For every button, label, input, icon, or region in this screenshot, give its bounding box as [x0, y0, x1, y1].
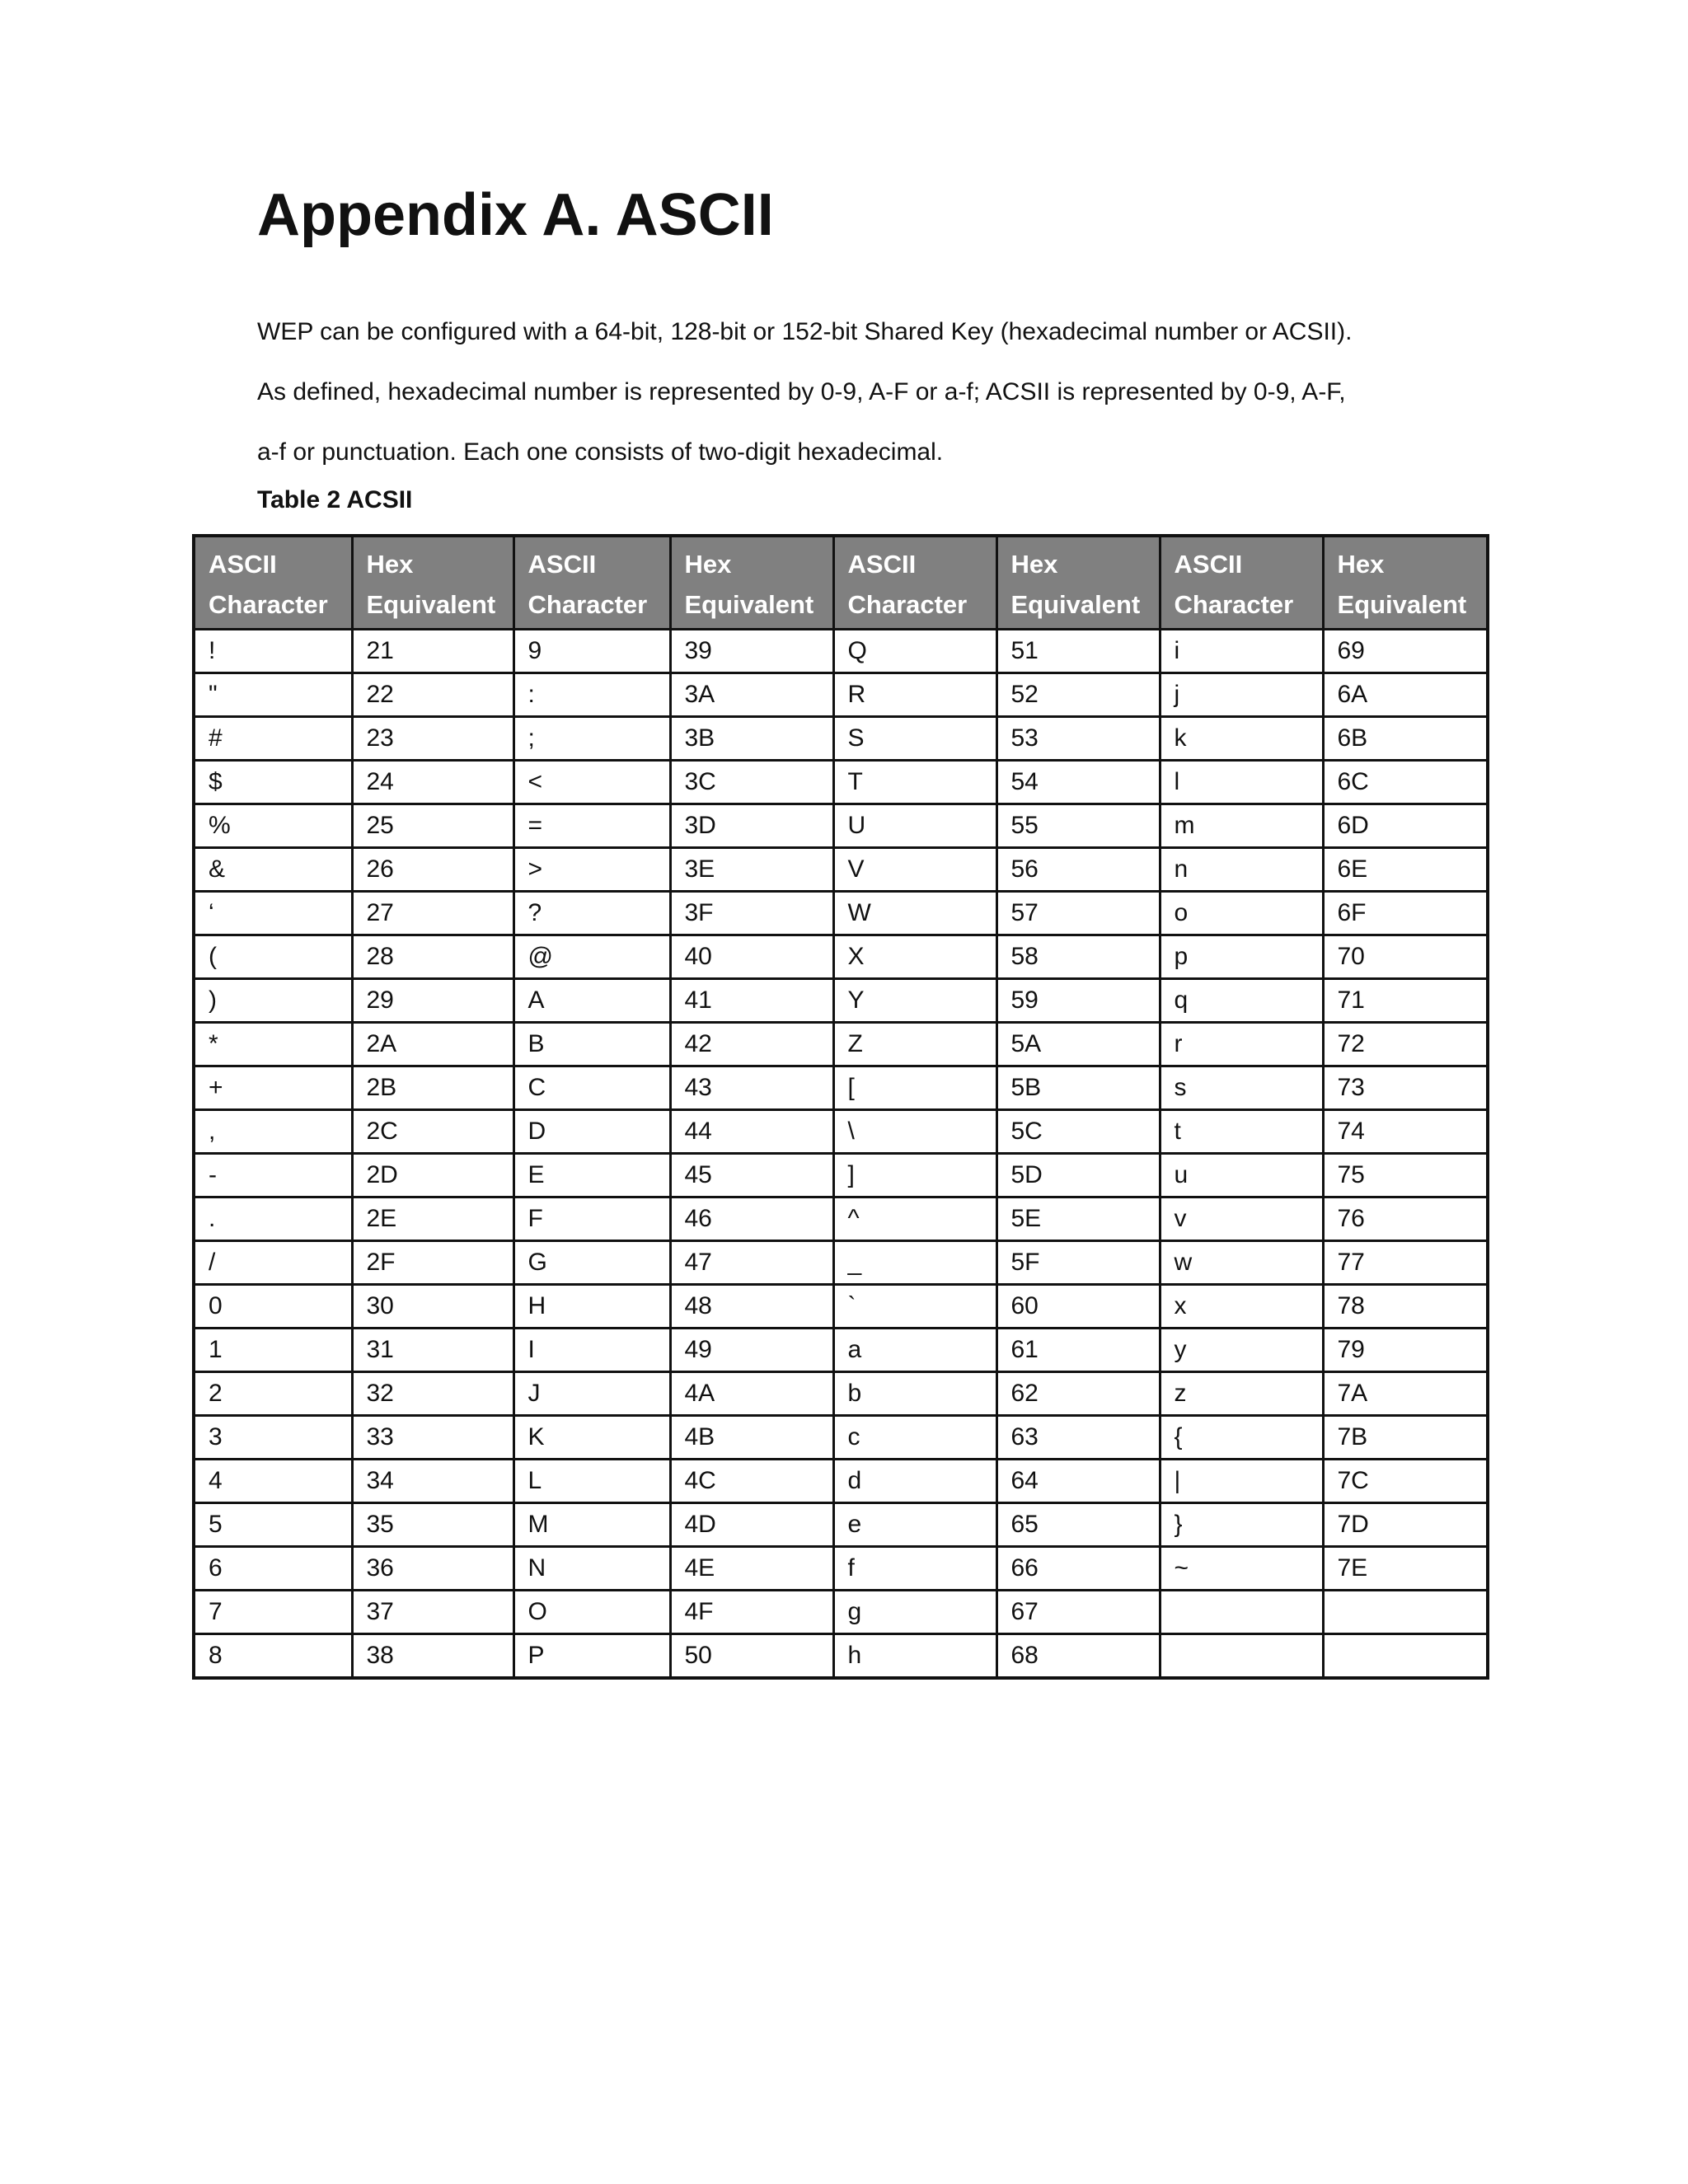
hex-equivalent-cell: 6C — [1323, 761, 1488, 804]
ascii-character-cell: * — [194, 1023, 352, 1066]
hex-equivalent-cell: 24 — [352, 761, 513, 804]
ascii-character-cell: i — [1160, 630, 1323, 673]
ascii-character-cell: < — [513, 761, 670, 804]
hex-equivalent-cell: 64 — [996, 1460, 1160, 1503]
ascii-character-cell: + — [194, 1066, 352, 1110]
hex-equivalent-cell: 2A — [352, 1023, 513, 1066]
ascii-character-cell: T — [833, 761, 996, 804]
ascii-character-cell: k — [1160, 717, 1323, 761]
ascii-character-cell: t — [1160, 1110, 1323, 1154]
hex-equivalent-cell: 68 — [996, 1634, 1160, 1678]
table-header-row — [194, 536, 1488, 630]
intro-paragraph — [257, 302, 1493, 482]
hex-equivalent-cell: 31 — [352, 1329, 513, 1372]
ascii-character-cell: g — [833, 1591, 996, 1634]
column-header-line: Character — [847, 590, 968, 619]
hex-equivalent-cell: 45 — [670, 1154, 833, 1197]
hex-equivalent-cell: 35 — [352, 1503, 513, 1547]
table-row — [194, 673, 1488, 717]
ascii-character-cell: 6 — [194, 1547, 352, 1591]
table-row — [194, 1329, 1488, 1372]
hex-equivalent-cell: 72 — [1323, 1023, 1488, 1066]
hex-equivalent-cell: 2E — [352, 1197, 513, 1241]
ascii-character-cell: z — [1160, 1372, 1323, 1416]
table-row — [194, 1547, 1488, 1591]
column-header-hex-equivalent — [1323, 536, 1488, 630]
ascii-character-cell: d — [833, 1460, 996, 1503]
ascii-character-cell: - — [194, 1154, 352, 1197]
column-header-line: Character — [528, 590, 648, 619]
ascii-character-cell: f — [833, 1547, 996, 1591]
hex-equivalent-cell: 7B — [1323, 1416, 1488, 1460]
ascii-character-cell: w — [1160, 1241, 1323, 1285]
table-row — [194, 1110, 1488, 1154]
hex-equivalent-cell: 26 — [352, 848, 513, 892]
hex-equivalent-cell: 75 — [1323, 1154, 1488, 1197]
ascii-character-cell: j — [1160, 673, 1323, 717]
ascii-character-cell — [1160, 1591, 1323, 1634]
hex-equivalent-cell: 7C — [1323, 1460, 1488, 1503]
ascii-character-cell: r — [1160, 1023, 1323, 1066]
hex-equivalent-cell: 34 — [352, 1460, 513, 1503]
hex-equivalent-cell: 57 — [996, 892, 1160, 935]
hex-equivalent-cell: 25 — [352, 804, 513, 848]
ascii-character-cell: R — [833, 673, 996, 717]
ascii-character-cell: L — [513, 1460, 670, 1503]
hex-equivalent-cell: 2F — [352, 1241, 513, 1285]
ascii-character-cell: % — [194, 804, 352, 848]
ascii-character-cell: O — [513, 1591, 670, 1634]
page-title: Appendix A. ASCII — [257, 182, 774, 248]
hex-equivalent-cell — [1323, 1634, 1488, 1678]
ascii-character-cell: C — [513, 1066, 670, 1110]
table-row — [194, 1023, 1488, 1066]
hex-equivalent-cell: 5E — [996, 1197, 1160, 1241]
ascii-character-cell: V — [833, 848, 996, 892]
ascii-character-cell: ! — [194, 630, 352, 673]
ascii-character-cell: l — [1160, 761, 1323, 804]
ascii-character-cell: _ — [833, 1241, 996, 1285]
ascii-character-cell: F — [513, 1197, 670, 1241]
ascii-character-cell: 4 — [194, 1460, 352, 1503]
hex-equivalent-cell — [1323, 1591, 1488, 1634]
ascii-character-cell: @ — [513, 935, 670, 979]
ascii-character-cell: . — [194, 1197, 352, 1241]
hex-equivalent-cell: 58 — [996, 935, 1160, 979]
hex-equivalent-cell: 3C — [670, 761, 833, 804]
hex-equivalent-cell: 46 — [670, 1197, 833, 1241]
column-header-line: Equivalent — [684, 590, 814, 619]
ascii-character-cell: e — [833, 1503, 996, 1547]
ascii-character-cell: ^ — [833, 1197, 996, 1241]
hex-equivalent-cell: 7E — [1323, 1547, 1488, 1591]
ascii-character-cell: v — [1160, 1197, 1323, 1241]
ascii-character-cell: m — [1160, 804, 1323, 848]
hex-equivalent-cell: 56 — [996, 848, 1160, 892]
ascii-character-cell: B — [513, 1023, 670, 1066]
ascii-character-cell — [1160, 1634, 1323, 1678]
table-row — [194, 848, 1488, 892]
ascii-character-cell: 3 — [194, 1416, 352, 1460]
ascii-character-cell: \ — [833, 1110, 996, 1154]
ascii-character-cell: y — [1160, 1329, 1323, 1372]
hex-equivalent-cell: 22 — [352, 673, 513, 717]
column-header-line: Hex — [684, 550, 732, 579]
table-row — [194, 630, 1488, 673]
ascii-character-cell: , — [194, 1110, 352, 1154]
hex-equivalent-cell: 5D — [996, 1154, 1160, 1197]
column-header-line: ASCII — [847, 550, 917, 579]
column-header-line: Equivalent — [1337, 590, 1467, 619]
ascii-character-cell: Y — [833, 979, 996, 1023]
ascii-character-cell: h — [833, 1634, 996, 1678]
hex-equivalent-cell: 23 — [352, 717, 513, 761]
ascii-character-cell: P — [513, 1634, 670, 1678]
hex-equivalent-cell: 43 — [670, 1066, 833, 1110]
column-header-line: Hex — [1337, 550, 1385, 579]
table-row — [194, 804, 1488, 848]
ascii-character-cell: # — [194, 717, 352, 761]
hex-equivalent-cell: 65 — [996, 1503, 1160, 1547]
hex-equivalent-cell: 5B — [996, 1066, 1160, 1110]
ascii-character-cell: ~ — [1160, 1547, 1323, 1591]
column-header-line: Hex — [1010, 550, 1058, 579]
hex-equivalent-cell: 37 — [352, 1591, 513, 1634]
column-header-hex-equivalent — [996, 536, 1160, 630]
hex-equivalent-cell: 61 — [996, 1329, 1160, 1372]
ascii-character-cell: > — [513, 848, 670, 892]
ascii-character-cell: Q — [833, 630, 996, 673]
hex-equivalent-cell: 62 — [996, 1372, 1160, 1416]
table-row — [194, 1285, 1488, 1329]
hex-equivalent-cell: 71 — [1323, 979, 1488, 1023]
hex-equivalent-cell: 4C — [670, 1460, 833, 1503]
hex-equivalent-cell: 47 — [670, 1241, 833, 1285]
hex-equivalent-cell: 59 — [996, 979, 1160, 1023]
ascii-character-cell: ] — [833, 1154, 996, 1197]
ascii-character-cell: $ — [194, 761, 352, 804]
ascii-character-cell: I — [513, 1329, 670, 1372]
column-header-ascii-character — [833, 536, 996, 630]
ascii-character-cell: s — [1160, 1066, 1323, 1110]
ascii-character-cell: c — [833, 1416, 996, 1460]
ascii-character-cell: ` — [833, 1285, 996, 1329]
hex-equivalent-cell: 2C — [352, 1110, 513, 1154]
table-row — [194, 935, 1488, 979]
hex-equivalent-cell: 3F — [670, 892, 833, 935]
hex-equivalent-cell: 38 — [352, 1634, 513, 1678]
column-header-line: ASCII — [528, 550, 597, 579]
column-header-line: Hex — [366, 550, 414, 579]
table-row — [194, 761, 1488, 804]
column-header-hex-equivalent — [352, 536, 513, 630]
column-header-ascii-character — [194, 536, 352, 630]
ascii-character-cell: [ — [833, 1066, 996, 1110]
ascii-character-cell: Z — [833, 1023, 996, 1066]
hex-equivalent-cell: 6E — [1323, 848, 1488, 892]
hex-equivalent-cell: 50 — [670, 1634, 833, 1678]
hex-equivalent-cell: 7A — [1323, 1372, 1488, 1416]
column-header-line: Equivalent — [1010, 590, 1141, 619]
ascii-character-cell: K — [513, 1416, 670, 1460]
ascii-character-cell: U — [833, 804, 996, 848]
ascii-character-cell: x — [1160, 1285, 1323, 1329]
ascii-character-cell: & — [194, 848, 352, 892]
intro-line: WEP can be configured with a 64-bit, 128-bit or 152-bit Shared Key (hexadecimal number or ACSII). — [257, 318, 1353, 345]
ascii-character-cell: | — [1160, 1460, 1323, 1503]
column-header-line: ASCII — [1174, 550, 1243, 579]
hex-equivalent-cell: 73 — [1323, 1066, 1488, 1110]
hex-equivalent-cell: 48 — [670, 1285, 833, 1329]
hex-equivalent-cell: 3B — [670, 717, 833, 761]
table-row — [194, 717, 1488, 761]
table-header — [194, 536, 1488, 630]
ascii-character-cell: 0 — [194, 1285, 352, 1329]
table-row — [194, 1591, 1488, 1634]
ascii-character-cell: M — [513, 1503, 670, 1547]
hex-equivalent-cell: 42 — [670, 1023, 833, 1066]
ascii-character-cell: { — [1160, 1416, 1323, 1460]
hex-equivalent-cell: 52 — [996, 673, 1160, 717]
ascii-character-cell: q — [1160, 979, 1323, 1023]
hex-equivalent-cell: 30 — [352, 1285, 513, 1329]
hex-equivalent-cell: 39 — [670, 630, 833, 673]
hex-equivalent-cell: 28 — [352, 935, 513, 979]
hex-equivalent-cell: 77 — [1323, 1241, 1488, 1285]
hex-equivalent-cell: 3D — [670, 804, 833, 848]
hex-equivalent-cell: 40 — [670, 935, 833, 979]
table-row — [194, 1460, 1488, 1503]
hex-equivalent-cell: 32 — [352, 1372, 513, 1416]
hex-equivalent-cell: 4A — [670, 1372, 833, 1416]
hex-equivalent-cell: 27 — [352, 892, 513, 935]
ascii-character-cell: ‘ — [194, 892, 352, 935]
table-row — [194, 1372, 1488, 1416]
hex-equivalent-cell: 78 — [1323, 1285, 1488, 1329]
hex-equivalent-cell: 60 — [996, 1285, 1160, 1329]
hex-equivalent-cell: 79 — [1323, 1329, 1488, 1372]
ascii-character-cell: N — [513, 1547, 670, 1591]
ascii-character-cell: } — [1160, 1503, 1323, 1547]
hex-equivalent-cell: 5C — [996, 1110, 1160, 1154]
ascii-character-cell: a — [833, 1329, 996, 1372]
table-row — [194, 979, 1488, 1023]
hex-equivalent-cell: 6A — [1323, 673, 1488, 717]
column-header-line: Character — [209, 590, 328, 619]
ascii-character-cell: = — [513, 804, 670, 848]
ascii-character-cell: ( — [194, 935, 352, 979]
ascii-character-cell: " — [194, 673, 352, 717]
hex-equivalent-cell: 4F — [670, 1591, 833, 1634]
intro-line: a-f or punctuation. Each one consists of two-digit hexadecimal. — [257, 438, 944, 466]
column-header-ascii-character — [513, 536, 670, 630]
hex-equivalent-cell: 2B — [352, 1066, 513, 1110]
hex-equivalent-cell: 7D — [1323, 1503, 1488, 1547]
hex-equivalent-cell: 4D — [670, 1503, 833, 1547]
hex-equivalent-cell: 69 — [1323, 630, 1488, 673]
hex-equivalent-cell: 5F — [996, 1241, 1160, 1285]
ascii-character-cell: / — [194, 1241, 352, 1285]
table-body — [194, 630, 1488, 1678]
hex-equivalent-cell: 54 — [996, 761, 1160, 804]
ascii-character-cell: o — [1160, 892, 1323, 935]
hex-equivalent-cell: 55 — [996, 804, 1160, 848]
column-header-line: ASCII — [209, 550, 277, 579]
table-row — [194, 1154, 1488, 1197]
ascii-character-cell: 1 — [194, 1329, 352, 1372]
table-row — [194, 1197, 1488, 1241]
hex-equivalent-cell: 4E — [670, 1547, 833, 1591]
table-row — [194, 1066, 1488, 1110]
hex-equivalent-cell: 3E — [670, 848, 833, 892]
column-header-hex-equivalent — [670, 536, 833, 630]
ascii-character-cell: ) — [194, 979, 352, 1023]
hex-equivalent-cell: 21 — [352, 630, 513, 673]
hex-equivalent-cell: 67 — [996, 1591, 1160, 1634]
hex-equivalent-cell: 33 — [352, 1416, 513, 1460]
ascii-character-cell: ? — [513, 892, 670, 935]
hex-equivalent-cell: 6B — [1323, 717, 1488, 761]
ascii-character-cell: n — [1160, 848, 1323, 892]
hex-equivalent-cell: 3A — [670, 673, 833, 717]
ascii-character-cell: p — [1160, 935, 1323, 979]
table-row — [194, 1634, 1488, 1678]
hex-equivalent-cell: 76 — [1323, 1197, 1488, 1241]
table-row — [194, 1503, 1488, 1547]
ascii-character-cell: E — [513, 1154, 670, 1197]
hex-equivalent-cell: 5A — [996, 1023, 1160, 1066]
ascii-character-cell: : — [513, 673, 670, 717]
hex-equivalent-cell: 53 — [996, 717, 1160, 761]
ascii-character-cell: 2 — [194, 1372, 352, 1416]
hex-equivalent-cell: 51 — [996, 630, 1160, 673]
hex-equivalent-cell: 70 — [1323, 935, 1488, 979]
table-row — [194, 1416, 1488, 1460]
ascii-character-cell: 5 — [194, 1503, 352, 1547]
hex-equivalent-cell: 49 — [670, 1329, 833, 1372]
hex-equivalent-cell: 2D — [352, 1154, 513, 1197]
ascii-character-cell: u — [1160, 1154, 1323, 1197]
ascii-table — [192, 534, 1489, 1680]
ascii-character-cell: 9 — [513, 630, 670, 673]
hex-equivalent-cell: 6D — [1323, 804, 1488, 848]
hex-equivalent-cell: 41 — [670, 979, 833, 1023]
ascii-character-cell: ; — [513, 717, 670, 761]
ascii-character-cell: J — [513, 1372, 670, 1416]
ascii-character-cell: 7 — [194, 1591, 352, 1634]
ascii-character-cell: H — [513, 1285, 670, 1329]
column-header-line: Equivalent — [366, 590, 496, 619]
ascii-character-cell: 8 — [194, 1634, 352, 1678]
hex-equivalent-cell: 29 — [352, 979, 513, 1023]
table-caption: Table 2 ACSII — [257, 486, 413, 513]
hex-equivalent-cell: 63 — [996, 1416, 1160, 1460]
hex-equivalent-cell: 66 — [996, 1547, 1160, 1591]
table-row — [194, 1241, 1488, 1285]
ascii-character-cell: X — [833, 935, 996, 979]
hex-equivalent-cell: 36 — [352, 1547, 513, 1591]
column-header-line: Character — [1174, 590, 1294, 619]
ascii-character-cell: A — [513, 979, 670, 1023]
ascii-character-cell: S — [833, 717, 996, 761]
hex-equivalent-cell: 74 — [1323, 1110, 1488, 1154]
hex-equivalent-cell: 6F — [1323, 892, 1488, 935]
hex-equivalent-cell: 4B — [670, 1416, 833, 1460]
ascii-character-cell: D — [513, 1110, 670, 1154]
table-row — [194, 892, 1488, 935]
ascii-character-cell: W — [833, 892, 996, 935]
column-header-ascii-character — [1160, 536, 1323, 630]
ascii-character-cell: b — [833, 1372, 996, 1416]
intro-line: As defined, hexadecimal number is represented by 0-9, A-F or a-f; ACSII is represented by 0-9, A-F, — [257, 378, 1346, 405]
ascii-character-cell: G — [513, 1241, 670, 1285]
hex-equivalent-cell: 44 — [670, 1110, 833, 1154]
